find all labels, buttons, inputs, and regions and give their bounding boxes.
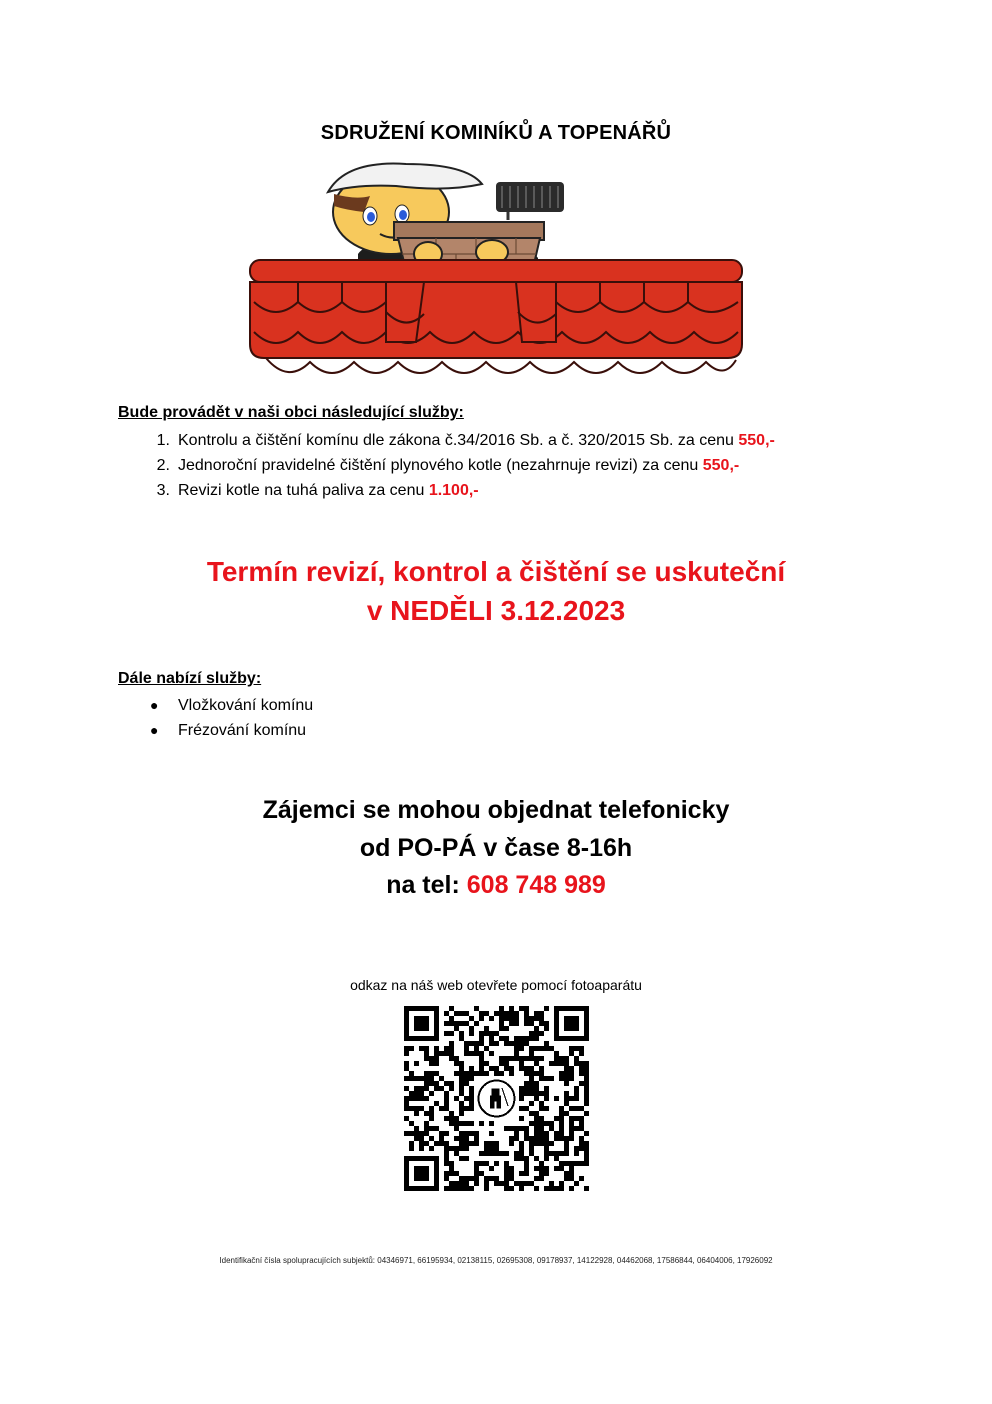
announcement-line-1: Termín revizí, kontrol a čištění se uskuteční bbox=[206, 556, 786, 587]
bullet-icon: ● bbox=[150, 697, 159, 713]
extra-services-heading: Dále nabízí služby: bbox=[118, 670, 262, 687]
price-badge: 550,- bbox=[702, 457, 740, 474]
list-item: 1. Kontrolu a čištění komínu dle zákona č.34/2016 Sb. a č. 320/2015 Sb. za cenu 550,- bbox=[156, 432, 775, 449]
price-badge: 550,- bbox=[738, 432, 775, 449]
page-title: SDRUŽENÍ KOMINÍKŮ A TOPENÁŘŮ bbox=[320, 122, 672, 144]
list-item: 2. Jednoroční pravidelné čištění plynového kotle (nezahrnuje revizi) za cenu 550,- bbox=[156, 457, 740, 474]
list-item: ● Vložkování komínu bbox=[178, 693, 313, 718]
footer-ids: Identifikační čísla spolupracujících subjektů: 04346971, 66195934, 02138115, 02695308, 09178937, 14122928, 04462068, 17586844, 06404006, 17926092 bbox=[219, 1256, 773, 1265]
services-heading: Bude provádět v naši obci následující služby: bbox=[118, 404, 464, 421]
announcement-line-2: v NEDĚLI 3.12.2023 bbox=[366, 595, 626, 626]
brush-icon bbox=[496, 182, 564, 220]
qr-caption: odkaz na náš web otevřete pomocí fotoaparátu bbox=[350, 977, 642, 993]
roof-icon bbox=[250, 260, 742, 373]
order-line-2: od PO-PÁ v čase 8-16h bbox=[359, 834, 633, 862]
phone-number[interactable]: 608 748 989 bbox=[466, 871, 606, 899]
order-line-3: na tel: 608 748 989 bbox=[386, 871, 606, 899]
order-line-1: Zájemci se mohou objednat telefonicky bbox=[262, 796, 730, 824]
bullet-icon: ● bbox=[150, 722, 159, 738]
price-badge: 1.100,- bbox=[428, 482, 479, 499]
services-list bbox=[156, 428, 775, 503]
list-item: ● Frézování komínu bbox=[178, 718, 313, 743]
chimney-sweep-illustration bbox=[246, 162, 746, 384]
list-item: 3. Revizi kotle na tuhá paliva za cenu 1.100,- bbox=[156, 482, 479, 499]
qr-code-icon[interactable] bbox=[404, 1006, 589, 1191]
extra-services-list bbox=[150, 693, 314, 743]
